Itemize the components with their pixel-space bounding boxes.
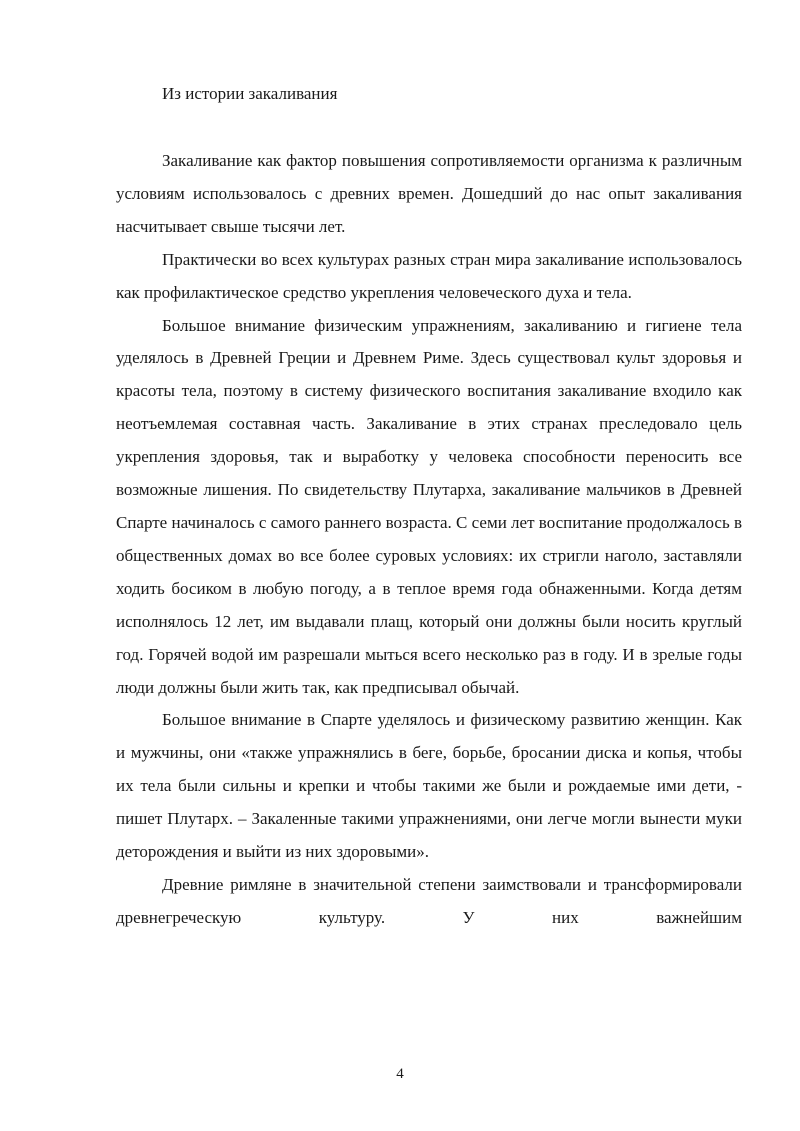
paragraph: Закаливание как фактор повышения сопротивляемости организма к различным условиям использовалось с древних времен. Дошедший до нас опыт закаливания насчитывает свыше тысячи лет. (116, 151, 742, 236)
paragraph: Большое внимание в Спарте уделялось и физическому развитию женщин. Как и мужчины, они «также упражнялись в беге, борьбе, бросании диска и копья, чтобы их тела были сильны и крепки и чтобы такими же были и рождаемые ими дети, - пишет Плутарх. – Закаленные такими упражнениями, они легче могли вынести муки деторождения и выйти из них здоровыми». (116, 710, 742, 862)
page-number: 4 (396, 1066, 404, 1082)
paragraph: Практически во всех культурах разных стран мира закаливание использовалось как профилактическое средство укрепления человеческого духа и тела. (116, 249, 742, 302)
page-title: Из истории закаливания (162, 84, 338, 103)
paragraph: Большое внимание физическим упражнениям, закаливанию и гигиене тела уделялось в Древней Греции и Древнем Риме. Здесь существовал культ здоровья и красоты тела, поэтому в систему физического воспитания закаливание входило как неотъемлемая составная часть. Закаливание в этих странах преследовало цель укрепления здоровья, так и выработку у человека способности переносить все возможные лишения. По свидетельству Плутарха, закаливание мальчиков в Древней Спарте начиналось с самого раннего возраста. С семи лет воспитание продолжалось в общественных домах во все более суровых условиях: их стригли наголо, заставляли ходить босиком в любую погоду, а в теплое время года обнаженными. Когда детям исполнялось 12 лет, им выдавали плащ, который они должны были носить круглый год. Горячей водой им разрешали мыться всего несколько раз в году. И в зрелые годы люди должны были жить так, как предписывал обычай. (116, 315, 742, 697)
body-text (116, 145, 742, 935)
paragraph: Древние римляне в значительной степени заимствовали и трансформировали древнегреческую культуру. У них важнейшим (116, 874, 742, 927)
